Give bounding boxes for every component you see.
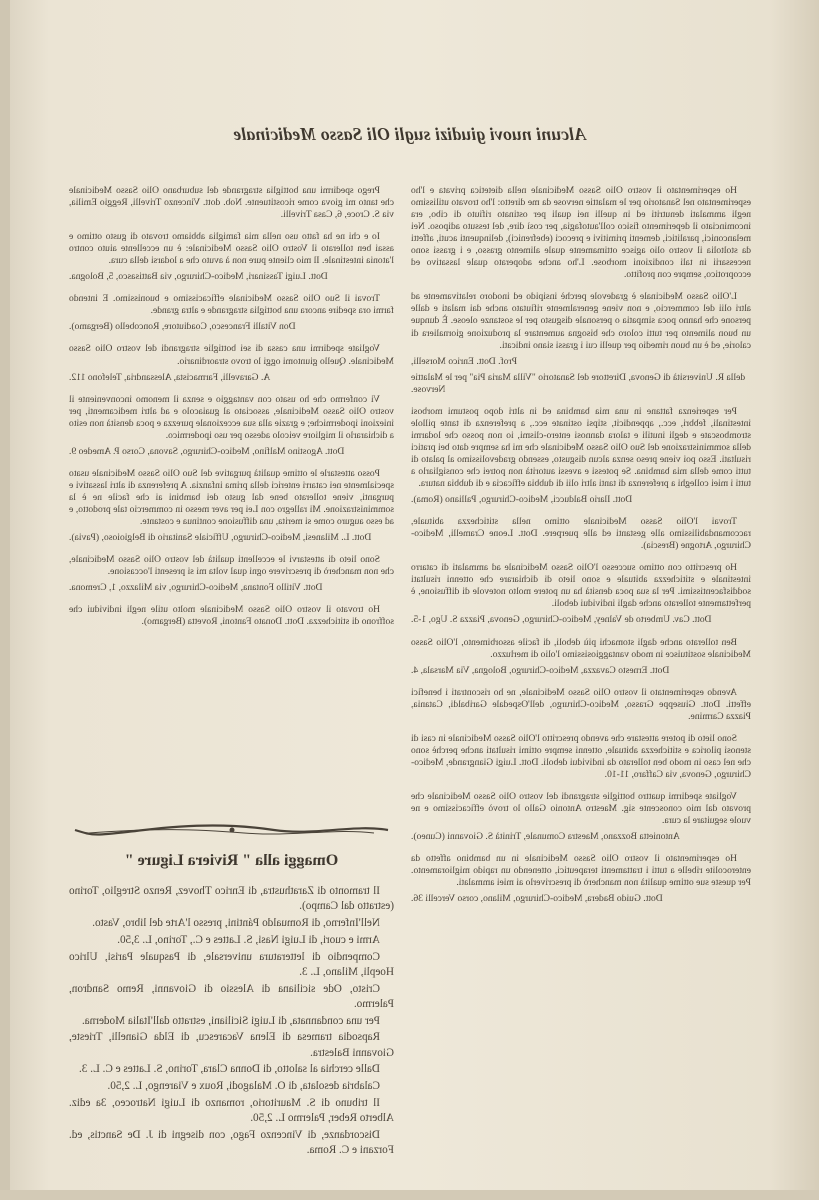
book-entry: Nell'Inferno, di Romualdo Pántini, presso l'Arte del libro, Vasto.: [92, 917, 380, 929]
testimonial-paragraph: Posso attestarle le ottime qualità purgative del Suo Olio Sasso Medicinale usato specialmente nei catarri enterici della prima infanzia. A preferenza di altri lassativi e purganti, viene tollerato bene dal gusto dei bambini ai che facile ne è la somministrazione. Mi rallegro con Lei per aver messo in commercio tale prodotto, e ad esso auguro come si merita, una diffusione continua e costante.: [69, 467, 394, 528]
testimonial-paragraph: Io e chi ne ha fatto uso nella mia famiglia abbiamo trovato di gusto ottimo e assai ben tollerato il Vostro Olio Sasso Medicinale: è un eccellente aiuto contro l'atonia intestinale. Il mio cliente pure non à avuto che a lodarsi della cura.: [69, 231, 394, 267]
testimonials-right-column: [69, 185, 394, 638]
testimonial-paragraph: Ben tollerato anche dagli stomachi più deboli, di facile assorbimento, l'Olio Sasso Medicinale sostituisce in modo vantaggiosissimo l'olio di merluzzo.: [411, 636, 751, 660]
testimonial-paragraph: L'Olio Sasso Medicinale è gradevole perchè insipido ed inodoro relativamente ad altri olii del commercio, e non viene generalmente rifiutato anche dai malati e dalle persone che hanno poca simpatia o personale disgusto per le sostanze oleose. È dunque un buon alimento per tutti coloro che bisogna aumentare la produzione giornaliera di calorie, ed è un buon rimedio per quelli cui i grassi siano indicati.: [411, 291, 751, 351]
testimonial-paragraph: Vi confermo che ho usato con vantaggio e senza il menomo inconveniente il vostro Olio Sasso Medicinale, associato al guaiacolo e ad altri medicamenti, per iniezioni ipodermiche; e grazie alla sua eccezionale purezza e poca densità non esito a dichiararlo il migliore veicolo adesso per uso ipodermico.: [69, 393, 394, 441]
book-entry: Discordanze, di Vincenzo Fago, con disegni di J. De Sanctis, ed. Forzani e C. Roma.: [69, 1128, 394, 1156]
signature-line: Don Vitalli Francesco, Coadiutore, Roncobello (Bergamo).: [69, 321, 296, 333]
testimonial-paragraph: Trovai l'Olio Sasso Medicinale ottimo nella stitichezza abituale, raccomandabilissimo alle gestanti ed alle puerpere. Dott. Leone Cramelli, Medico-Chirurgo, Artogne (Brescia).: [411, 516, 751, 552]
book-entry: Rapsodia tramesa di Elena Vacarescu, di Elda Gianelli, Trieste, Giovanni Balestra.: [69, 1031, 394, 1059]
testimonial-paragraph: Ho trovato il vostro Olio Sasso Medicinale molto utile negli individui che soffrono di stitichezza. Dott. Donato Fantoni, Rovetta (Bergamo).: [69, 604, 394, 628]
book-list: [69, 884, 394, 1160]
signature-line: Prof. Dott. Enrico Morselli,: [411, 355, 518, 367]
signature-line: Dott. Luigi Tassinari, Medico-Chirurgo, via Battisasco, 5, Bologna.: [69, 271, 328, 283]
page-title: Alcuni nuovi giudizi sugli Oli Sasso Medicinale: [233, 124, 586, 144]
section-heading: Omaggi alla " Riviera Ligure ": [124, 852, 339, 869]
decorative-divider: [69, 822, 394, 838]
signature-line: Antonietta Bozzano, Maestra Comunale, Trinità S. Giovanni (Cuneo).: [411, 831, 680, 843]
testimonial-paragraph: Prego spedirmi una bottiglia stragrande del suburbano Olio Sasso Medicinale che tanto mi giova come ricostituente. Nob. dott. Vincenzo Trivelli, Reggio Emilia, via S. Croce, 6, Casa Trivelli.: [69, 185, 394, 221]
testimonial-paragraph: Trovai il Suo Olio Sasso Medicinale efficacissimo e buonissimo. E intendo farmi ora spedire ancora una bottiglia stragrande e altra grande.: [69, 293, 394, 317]
testimonials-left-column: [411, 185, 751, 915]
testimonial-paragraph: Sono lieto di attestarvi le eccellenti qualità del vostro Olio Sasso Medicinale, che non mancherò di prescrivere ogni qual volta mi si presenti l'occasione.: [69, 554, 394, 578]
book-entry: Dalle cerchia al salotto, di Donna Clara, Torino, S. Lattes e C. L. 3.: [79, 1063, 380, 1076]
signature-line: Dott. L. Milanesi, Medico-Chirurgo, Ufficiale Sanitario di Belgioioso, (Pavia).: [69, 532, 372, 544]
signature-line: Dott. Guido Badera, Medico-Chirurgo, Milano, corso Vercelli 36.: [411, 893, 663, 905]
testimonial-paragraph: Sono lieto di potere attestare che avendo prescritto l'Olio Sasso Medicinale in casi di stenosi pilorica e stitichezza abituale, ottenni sempre ottimi risultati anche perchè sono che nel caso in modo ben tollerato da individui deboli. Dott. Luigi Giangrande, Medico-Chirurgo, Genova, via Caffaro, 11-10.: [411, 732, 751, 780]
signature-line: Dott. Agostino Malfino, Medico-Chirurgo, Savona, Corso P. Amedeo 9.: [69, 445, 345, 457]
book-entry: Il tribuno di S. Mauritorio, romanzo di Luigi Natroceo, 3a ediz. Alberto Reber, Palermo L. 2,50.: [69, 1096, 394, 1124]
testimonial-paragraph: Ho esperimentato il vostro Olio Sasso Medicinale in un bambino affetto da enterocolite ribelle a tutti i trattamenti terapeutici, ottenendo un rapido miglioramento. Per queste sue ottime qualità non mancherò di prescriverlo ai miei ammalati.: [411, 853, 751, 889]
book-entry: Armi e cuori, di Luigi Nasi, S. Lattes e C., Torino, L. 3,50.: [117, 933, 380, 946]
testimonial-paragraph: Avendo esperimentato il vostro Olio Sasso Medicinale, ne ho riscontrati i benefici effetti. Dott. Giuseppe Grasso, Medico-Chirurgo, dell'Ospedale Garibaldi, Catania, Piazza Carmine.: [411, 686, 751, 722]
book-entry: Compendio di letteratura universale, di Pasquale Parisi, Ulrico Hoepli, Milano, L. 3.: [69, 950, 394, 978]
book-entry: Per una condannata, di Luigi Siciliani, estratto dall'Italia Moderna.: [81, 1014, 380, 1027]
testimonial-paragraph: Vogliate spedirmi una cassa di sei bottiglie stragrandi del vostro Olio Sasso Medicinale. Quello giuntomi oggi lo trovo straordinario.: [69, 343, 394, 367]
book-entry: Calabria desolata, di O. Malagodi, Roux e Viarengo, L. 2,50.: [107, 1080, 380, 1092]
testimonial-paragraph: Ho esperimentato il vostro Olio Sasso Medicinale nella dietetica privata e l'ho esperimentato nel Sanatorio per le malattie nervose da me diretto: l'ho trovato utilissimo negli ammalati denutriti ed in quelli nei quali per ostinato rifiuto di cibo, era incominciato il deperimento fisico coll'autofagia, per così dire, del tessuto adiposo. Nei melanconici, paralitici, dementi primitivi e precoci (ebefrenici), delinquenti acuti, affetti da stoltolia il vostro olio agisce ottimamente quale alimento grasso, e i grassi sono necessarii in tali condizioni morbose. L'ho anche adoperato quale lassativo ed eccoproticо, sempre con profitto.: [411, 185, 751, 281]
signature-line: Dott. Ernesto Cavazza, Medico-Chirurgo, Bologna, Via Marsala, 4.: [411, 664, 670, 676]
signature-line: A. Garavelli, Farmacista, Alessandria, Telefono 112.: [69, 371, 271, 383]
signature-line: Dott. Ilario Balducci, Medico-Chirurgo, Palliano (Roma).: [411, 494, 633, 506]
testimonial-paragraph: Per esperienza fattane in una mia bambina ed in altri dopo postumi morbosi intestinali, febbri, ecc., appendicit, stipsi ostinate ecc., a preferenza di tante pillole stromboscate e degli inutili e talora dannosi entero-clismi, io non posso che lodarmi della somministrazione del Suo Olio Sasso Medicinale che mi ha sempre dato bei pratici risultati. Esso poi viene preso senza alcun disgusto, essendo gradevolissimo al palato di tutti come della mia bambina. Se potessi e avessi autorità non potrei che consigliarlo a tutti i miei colleghi a preferenza di tanti altri olii di dubbia efficacia e di dubbia natura.: [411, 405, 751, 490]
book-entry: Cristo, Ode siciliana di Alessio di Giovanni, Remo Sandron, Palermo.: [69, 982, 394, 1010]
signature-line: Dott. Vitillo Fontana, Medico-Chirurgo, via Milazzo, 1, Cremona.: [69, 582, 323, 594]
signature-line: Dott. Cav. Umberto de Valney, Medico-Chirurgo, Genova, Piazza S. Ugo, 1-5.: [411, 614, 712, 626]
signature-line: della R. Università di Genova, Direttore del Sanatorio "Villa Maria Pia" per le Malattie Nervose.: [411, 371, 746, 395]
book-entry: Il tramonto di Zarathustra, di Enrico Thovez, Renzo Streglio, Torino (estratto dal Campo).: [69, 885, 394, 913]
testimonial-paragraph: Ho prescritto con ottimo successo l'Olio Sasso Medicinale ad ammalati di catarro intestinale e stitichezza abituale e sono lieto di dichiarare che ottenni risultati soddisfacentissimi. Per la sua poca densità ha un potere molto notevole di diffusione, è perfettamente tollerato anche dagli individui deboli.: [411, 562, 751, 610]
testimonial-paragraph: Vogliate spedirmi quattro bottiglie stragrandi del vostro Olio Sasso Medicinale che provato dal mio conoscente sig. Maestro Antonio Gallo lo trovò efficacissimo e ne vuole seguitare la cura.: [411, 790, 751, 827]
